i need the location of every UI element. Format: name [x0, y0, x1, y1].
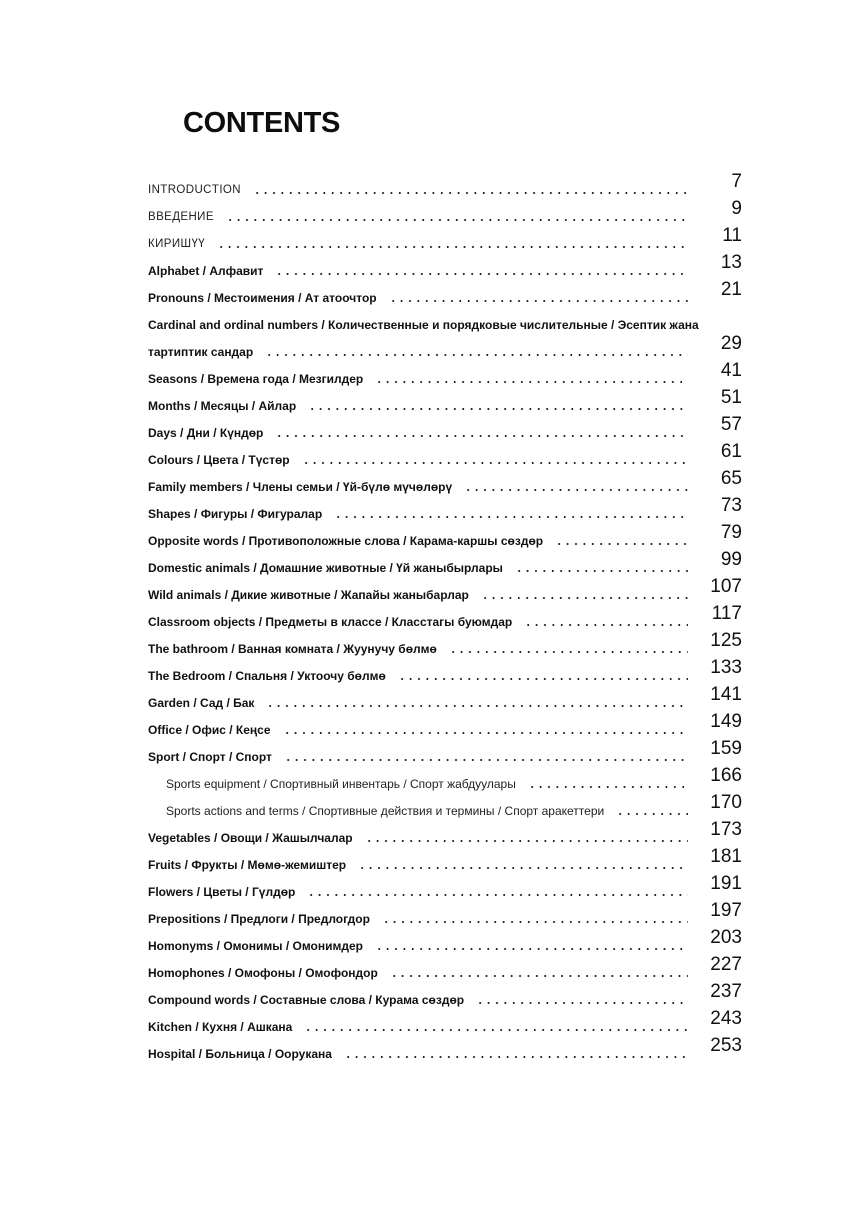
- toc-entry-label: Shapes / Фигуры / Фигуралар: [148, 507, 323, 521]
- toc-entry-label: тартиптик сандар: [148, 345, 254, 359]
- toc-entry-months[interactable]: [148, 386, 742, 413]
- toc-entry-flowers[interactable]: [148, 872, 742, 899]
- toc-page-number: 227: [710, 954, 742, 975]
- toc-entry-sport[interactable]: [148, 737, 742, 764]
- dot-leader: [226, 219, 688, 221]
- toc-page-number: 9: [731, 198, 742, 219]
- toc-entry-label: Months / Месяцы / Айлар: [148, 399, 297, 413]
- toc-entry-label: Wild animals / Дикие животные / Жапайы жаныбарлар: [148, 588, 469, 602]
- toc-entry-bedroom[interactable]: [148, 656, 742, 683]
- toc-page-number: 170: [710, 792, 742, 813]
- toc-page-number: 181: [710, 846, 742, 867]
- toc-entry-vegetables[interactable]: [148, 818, 742, 845]
- toc-page-number: 243: [710, 1008, 742, 1029]
- toc-entry-label: КИРИШҮҮ: [148, 238, 206, 250]
- toc-entry-label: Alphabet / Алфавит: [148, 264, 264, 278]
- toc-page-number: 29: [720, 333, 742, 354]
- dot-leader: [515, 570, 688, 572]
- toc-entry-label: ВВЕДЕНИЕ: [148, 211, 214, 223]
- dot-leader: [334, 516, 688, 518]
- dot-leader: [398, 678, 688, 680]
- toc-page-number: 99: [720, 549, 742, 570]
- toc-page-number: 41: [720, 360, 742, 381]
- toc-entry-label: Compound words / Составные слова / Курама сөздөр: [148, 993, 465, 1007]
- toc-page-number: 149: [710, 711, 742, 732]
- dot-leader: [307, 894, 688, 896]
- toc-entry-numbers-line1[interactable]: Cardinal and ordinal numbers / Количественные и порядковые числительные / Эсептик жана: [148, 318, 699, 332]
- toc-entry-label: Sports equipment / Спортивный инвентарь / Спорт жабдуулары: [166, 777, 516, 791]
- toc-entry-label: Classroom objects / Предметы в классе / Класстагы буюмдар: [148, 615, 513, 629]
- toc-page-number: 133: [710, 657, 742, 678]
- toc-page-number: 166: [710, 765, 742, 786]
- toc-entry-sports-actions[interactable]: [166, 791, 742, 818]
- toc-entry-label: Family members / Члены семьи / Үй-бүлө мүчөлөрү: [148, 480, 453, 494]
- toc-page-number: 79: [720, 522, 742, 543]
- toc-page-number: 117: [711, 603, 742, 624]
- toc-page-number: 13: [720, 252, 742, 273]
- toc-entry-label: Sport / Спорт / Спорт: [148, 750, 272, 764]
- toc-page-number: 191: [710, 873, 742, 894]
- toc-entry-family-members[interactable]: [148, 467, 742, 494]
- toc-entry-label: INTRODUCTION: [148, 184, 241, 196]
- toc-entry-sports-equipment[interactable]: [166, 764, 742, 791]
- toc-page-number: 237: [710, 981, 742, 1002]
- toc-page-number: 125: [710, 630, 742, 651]
- toc-entry-office[interactable]: [148, 710, 742, 737]
- toc-entry-fruits[interactable]: [148, 845, 742, 872]
- toc-page-number: 61: [720, 441, 742, 462]
- toc-entry-hospital[interactable]: [148, 1034, 742, 1061]
- dot-leader: [283, 732, 689, 734]
- toc-entry-label: Vegetables / Овощи / Жашылчалар: [148, 831, 353, 845]
- toc-page-number: 7: [731, 171, 742, 192]
- toc-page-number: 197: [710, 900, 742, 921]
- dot-leader: [358, 867, 688, 869]
- toc-entry-pronouns[interactable]: [148, 278, 742, 305]
- toc-entry-label: Opposite words / Противоположные слова / Карама-каршы сөздөр: [148, 534, 544, 548]
- dot-leader: [375, 381, 688, 383]
- dot-leader: [375, 948, 688, 950]
- dot-leader: [304, 1029, 688, 1031]
- toc-entry-colours[interactable]: [148, 440, 742, 467]
- contents-heading: CONTENTS: [183, 107, 341, 139]
- toc-entry-label: Homophones / Омофоны / Омофондор: [148, 966, 378, 980]
- dot-leader: [275, 435, 688, 437]
- dot-leader: [302, 462, 688, 464]
- dot-leader: [266, 705, 688, 707]
- dot-leader: [476, 1002, 688, 1004]
- toc-entry-label: The bathroom / Ванная комната / Жуунучу бөлмө: [148, 642, 437, 656]
- dot-leader: [275, 273, 688, 275]
- dot-leader: [464, 489, 688, 491]
- toc-entry-homophones[interactable]: [148, 953, 742, 980]
- toc-entry-label: Hospital / Больница / Оорукана: [148, 1047, 332, 1061]
- toc-page-number: 203: [710, 927, 742, 948]
- dot-leader: [481, 597, 688, 599]
- toc-page-number: 11: [722, 225, 742, 246]
- toc-page-number: 173: [710, 819, 742, 840]
- toc-entry-label: Days / Дни / Күндөр: [148, 426, 264, 440]
- toc-page-number: 107: [710, 576, 742, 597]
- toc-entry-seasons[interactable]: [148, 359, 742, 386]
- dot-leader: [390, 975, 688, 977]
- dot-leader: [382, 921, 688, 923]
- toc-entry-label: Office / Офис / Кеңсе: [148, 723, 271, 737]
- dot-leader: [389, 300, 688, 302]
- toc-entry-label: Kitchen / Кухня / Ашкана: [148, 1020, 293, 1034]
- toc-entry-classroom-objects[interactable]: [148, 602, 742, 629]
- toc-page-number: 51: [720, 387, 742, 408]
- toc-entry-shapes[interactable]: [148, 494, 742, 521]
- toc-entry-introduction[interactable]: [148, 170, 742, 197]
- toc-entry-label: Colours / Цвета / Түстөр: [148, 453, 290, 467]
- toc-page-number: 141: [710, 684, 742, 705]
- toc-entry-kitchen[interactable]: [148, 1007, 742, 1034]
- toc-entry-alphabet[interactable]: [148, 251, 742, 278]
- toc-page-number: 21: [720, 279, 742, 300]
- toc-entry-compound-words[interactable]: [148, 980, 742, 1007]
- toc-entry-wild-animals[interactable]: [148, 575, 742, 602]
- toc-entry-label: Domestic animals / Домашние животные / Үй жаныбырлары: [148, 561, 503, 575]
- toc-entry-kirishuu[interactable]: [148, 224, 742, 251]
- dot-leader: [449, 651, 688, 653]
- dot-leader: [616, 813, 688, 815]
- toc-entry-label: Pronouns / Местоимения / Ат атоочтор: [148, 291, 377, 305]
- toc-entry-label: Garden / Сад / Бак: [148, 696, 255, 710]
- toc-page-number: 159: [710, 738, 742, 759]
- dot-leader: [524, 624, 688, 626]
- toc-entry-label: Homonyms / Омонимы / Омонимдер: [148, 939, 363, 953]
- toc-entry-label: Seasons / Времена года / Мезгилдер: [148, 372, 364, 386]
- toc-page-number: 65: [720, 468, 742, 489]
- toc-entry-label: The Bedroom / Спальня / Уктоочу бөлмө: [148, 669, 386, 683]
- dot-leader: [284, 759, 688, 761]
- toc-page-number: 57: [720, 414, 742, 435]
- dot-leader: [265, 354, 688, 356]
- toc-entry-numbers[interactable]: [148, 332, 742, 359]
- toc-entry-days[interactable]: [148, 413, 742, 440]
- toc-entry-opposite-words[interactable]: [148, 521, 742, 548]
- toc-entry-label: Prepositions / Предлоги / Предлогдор: [148, 912, 370, 926]
- toc-entry-domestic-animals[interactable]: [148, 548, 742, 575]
- dot-leader: [344, 1056, 688, 1058]
- dot-leader: [365, 840, 688, 842]
- dot-leader: [308, 408, 688, 410]
- toc-entry-label: Flowers / Цветы / Гүлдөр: [148, 885, 296, 899]
- dot-leader: [253, 192, 688, 194]
- toc-page-number: 73: [720, 495, 742, 516]
- toc-page-number: 253: [710, 1035, 742, 1056]
- toc-entry-prepositions[interactable]: [148, 899, 742, 926]
- dot-leader: [528, 786, 688, 788]
- dot-leader: [217, 246, 688, 248]
- toc-entry-garden[interactable]: [148, 683, 742, 710]
- toc-entry-bathroom[interactable]: [148, 629, 742, 656]
- toc-entry-homonyms[interactable]: [148, 926, 742, 953]
- toc-entry-label: Sports actions and terms / Спортивные действия и термины / Спорт аракеттери: [166, 804, 605, 818]
- dot-leader: [555, 543, 688, 545]
- toc-entry-label: Fruits / Фрукты / Мөмө-жемиштер: [148, 858, 347, 872]
- toc-entry-vvedenie[interactable]: [148, 197, 742, 224]
